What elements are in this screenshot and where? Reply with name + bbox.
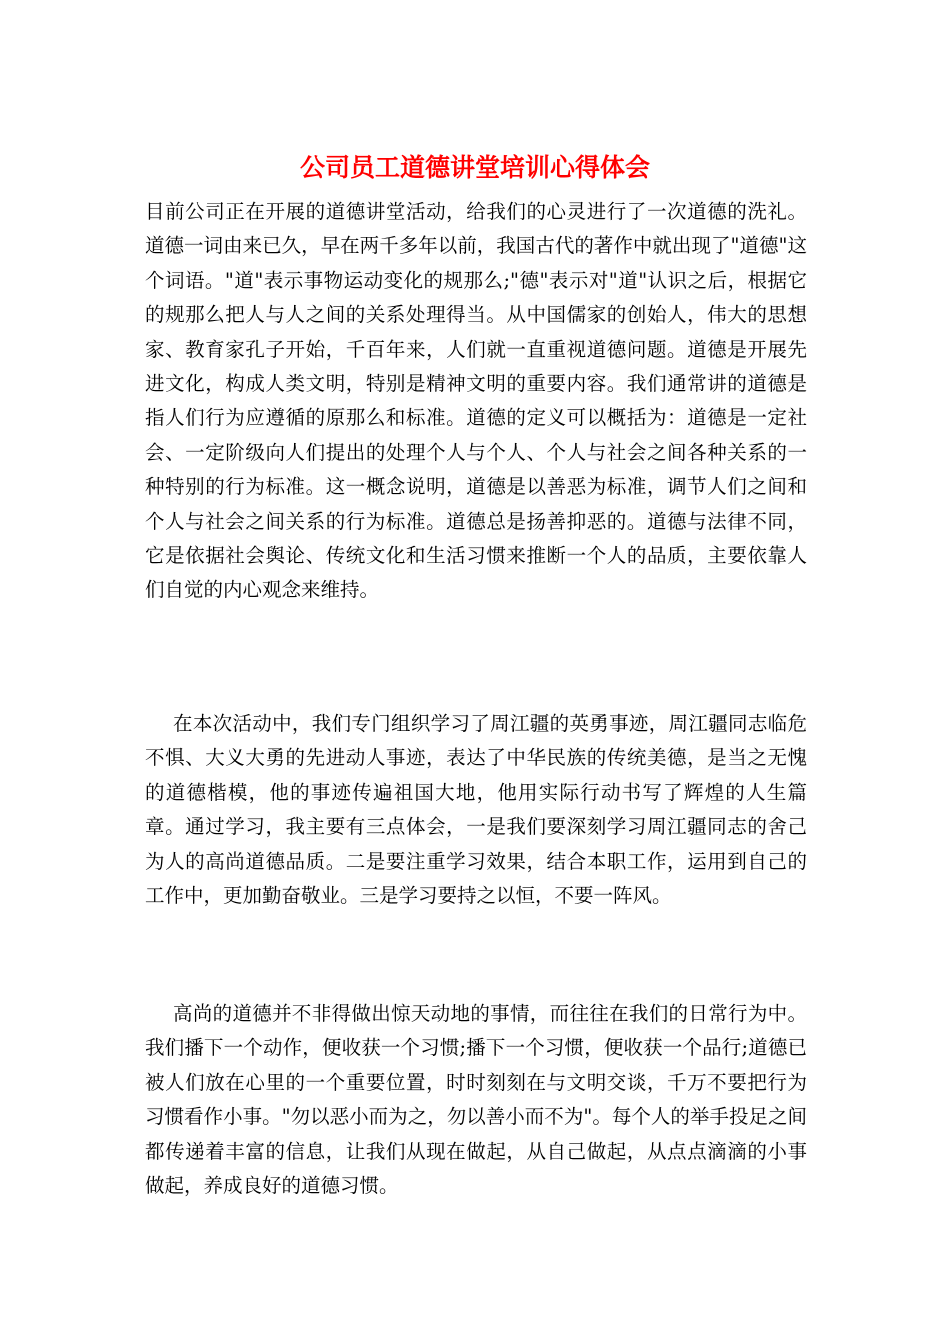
paragraph-intro: 目前公司正在开展的道德讲堂活动，给我们的心灵进行了一次道德的洗礼。道德一词由来已久，早在两千多年以前，我国古代的著作中就出现了"道德"这个词语。"道"表示事物运动变化的规那么;"德"表示对"道"认识之后，根据它的规那么把人与人之间的关系处理得当。从中国儒家的创始人，伟大的思想家、教育家孔子开始，千百年来，人们就一直重视道德问题。道德是开展先进文化，构成人类文明，特别是精神文明的重要内容。我们通常讲的道德是指人们行为应遵循的原那么和标准。道德的定义可以概括为：道德是一定社会、一定阶级向人们提出的处理个人与个人、个人与社会之间各种关系的一种特别的行为标准。这一概念说明，道德是以善恶为标准，调节人们之间和个人与社会之间关系的行为标准。道德总是扬善抑恶的。道德与法律不同，它是依据社会舆论、传统文化和生活习惯来推断一个人的品质，主要依靠人们自觉的内心观念来维持。 [145,200,807,602]
paragraph-habits: 高尚的道德并不非得做出惊天动地的事情，而往往在我们的日常行为中。我们播下一个动作，便收获一个习惯;播下一个习惯，便收获一个品行;道德已被人们放在心里的一个重要位置，时时刻刻在与文明交谈，千万不要把行为习惯看作小事。"勿以恶小而为之，勿以善小而不为"。每个人的举手投足之间都传递着丰富的信息，让我们从现在做起，从自己做起，从点点滴滴的小事做起，养成良好的道德习惯。 [145,1002,807,1198]
paragraph-activity: 在本次活动中，我们专门组织学习了周江疆的英勇事迹，周江疆同志临危不惧、大义大勇的先进动人事迹，表达了中华民族的传统美德，是当之无愧的道德楷模，他的事迹传遍祖国大地，他用实际行动书写了辉煌的人生篇章。通过学习，我主要有三点体会，一是我们要深刻学习周江疆同志的舍己为人的高尚道德品质。二是要注重学习效果，结合本职工作，运用到自己的工作中，更加勤奋敬业。三是学习要持之以恒，不要一阵风。 [145,712,807,908]
document-title: 公司员工道德讲堂培训心得体会 [299,153,650,182]
